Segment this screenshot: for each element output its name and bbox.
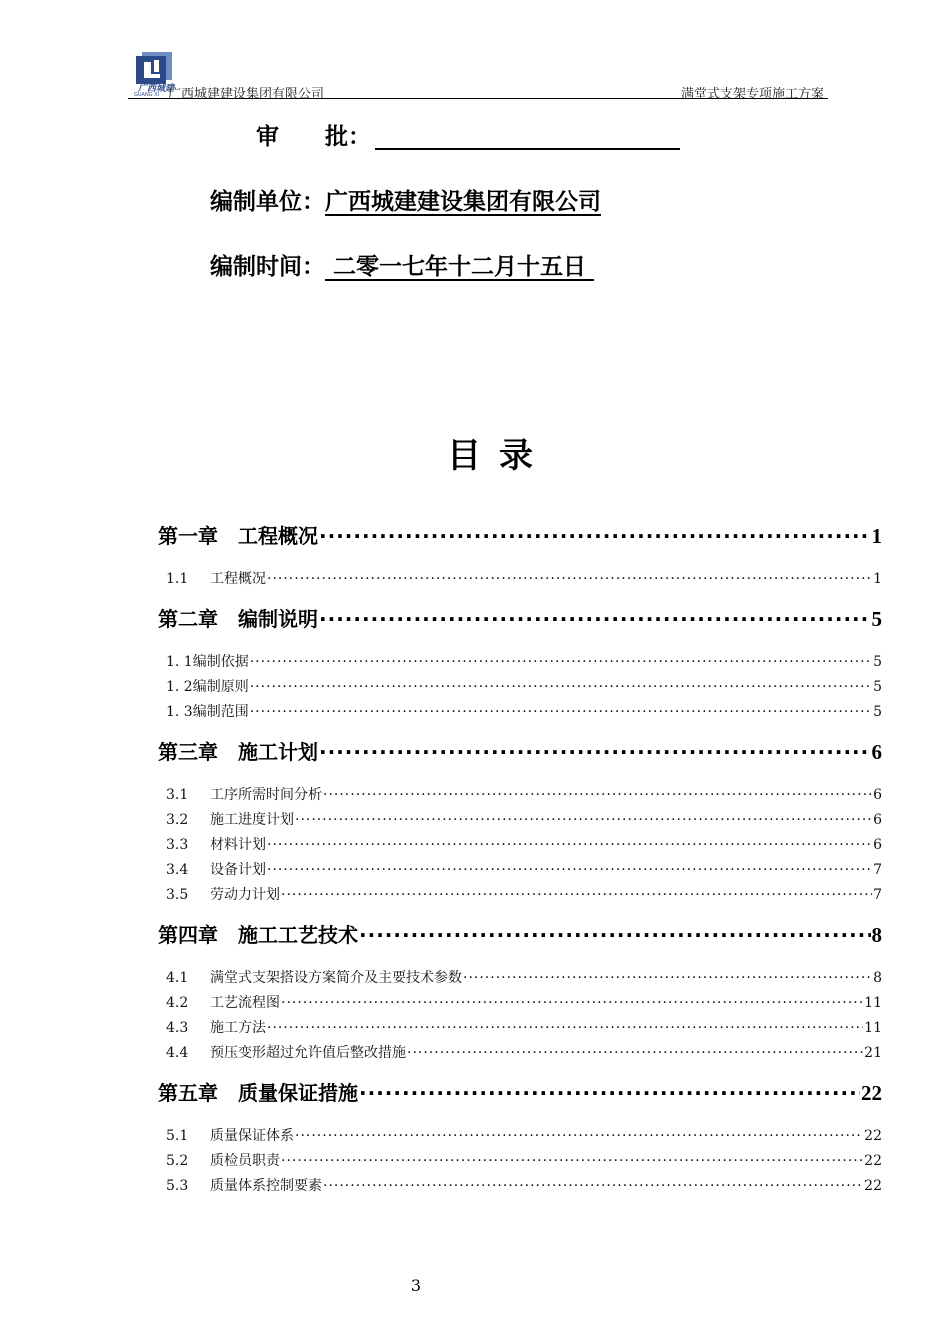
toc-leader [319,524,871,548]
toc-section-number: 3.1 [166,787,189,803]
toc-section-title: 材料计划 [210,837,266,853]
toc-section-page: 7 [873,862,882,878]
toc-leader [267,1020,863,1036]
toc-leader [319,607,871,631]
toc-section-title: 设备计划 [210,862,266,878]
toc-section-title: 预压变形超过允许值后整改措施 [210,1045,406,1061]
toc-section[interactable] [158,1017,882,1042]
toc-leader [267,837,872,853]
logo-subtext: GUANG XI [134,92,160,98]
toc-chapter[interactable] [158,919,882,959]
toc-section-page: 5 [873,679,882,695]
toc-section-title: 劳动力计划 [210,887,280,903]
toc-section-page: 1 [873,571,882,587]
date-value: 二零一七年十二月十五日 [325,254,595,280]
toc-section-title: 质量体系控制要素 [210,1178,322,1194]
toc-section[interactable] [158,809,882,834]
approve-row [256,118,680,151]
toc-chapter-page: 22 [861,1081,882,1105]
toc-leader [281,1153,863,1169]
toc-section-title: 工艺流程图 [210,995,280,1011]
toc-chapter-label: 第五章 质量保证措施 [158,1081,358,1105]
toc-leader [319,740,871,764]
toc-chapter[interactable] [158,736,882,776]
toc-section-title: 质量保证体系 [210,1128,294,1144]
toc-leader [267,571,872,587]
page-header [128,50,828,100]
toc-section-page: 6 [873,837,882,853]
toc-section-title: 质检员职责 [210,1153,280,1169]
date-row [210,248,594,281]
toc-section-title: 编制依据 [192,654,249,670]
toc-section-number: 4.1 [166,970,189,986]
toc-section-number: 5.1 [166,1128,189,1144]
toc-section-title: 满堂式支架搭设方案简介及主要技术参数 [210,970,462,986]
toc-section-title: 施工方法 [210,1020,266,1036]
toc-section-number: 1.1 [166,571,189,587]
toc-title: 目录 [447,436,551,476]
toc-section-number: 1. 2 [166,679,193,695]
header-company: 广西城建建设集团有限公司 [168,87,325,102]
toc-chapter-page: 8 [871,923,882,947]
toc-leader [359,1081,860,1105]
toc-section-number: 4.2 [166,995,189,1011]
toc-leader [250,679,872,695]
toc-leader [463,970,872,986]
toc-section[interactable] [158,676,882,701]
toc-leader [250,654,872,670]
toc-section-number: 3.4 [166,862,189,878]
toc-section-number: 5.3 [166,1178,189,1194]
logo-text: 广西城建 [138,84,175,94]
toc-leader [295,812,872,828]
toc-section[interactable] [158,568,882,593]
toc-leader [323,1178,863,1194]
header-rule [128,98,828,99]
table-of-contents [158,516,882,1200]
unit-value: 广西城建建设集团有限公司 [325,189,601,215]
toc-chapter-label: 第一章 工程概况 [158,524,318,548]
toc-chapter-label: 第三章 施工计划 [158,740,318,764]
toc-section-page: 6 [873,812,882,828]
approve-label: 审 批： [256,124,371,150]
toc-section-page: 21 [864,1045,882,1061]
toc-section-page: 5 [873,654,882,670]
toc-leader [407,1045,863,1061]
toc-section[interactable] [158,1175,882,1200]
toc-section-number: 3.3 [166,837,189,853]
toc-leader [281,995,863,1011]
toc-section-number: 5.2 [166,1153,189,1169]
unit-label: 编制单位： [210,189,325,215]
toc-leader [250,704,872,720]
toc-section-number: 1. 3 [166,704,193,720]
toc-section[interactable] [158,859,882,884]
toc-chapter[interactable] [158,520,882,560]
toc-chapter-page: 6 [871,740,882,764]
toc-leader [281,887,872,903]
toc-section-page: 11 [864,995,882,1011]
toc-chapter-page: 5 [871,607,882,631]
date-label: 编制时间： [210,254,325,280]
toc-leader [267,862,872,878]
toc-section-page: 6 [873,787,882,803]
header-doc-title: 满堂式支架专项施工方案 [680,87,824,102]
toc-section[interactable] [158,701,882,726]
toc-section-page: 7 [873,887,882,903]
toc-section-page: 5 [873,704,882,720]
approve-signature-line [375,126,680,150]
toc-section[interactable] [158,884,882,909]
toc-leader [359,923,871,947]
toc-chapter-label: 第四章 施工工艺技术 [158,923,358,947]
toc-section-page: 22 [864,1153,882,1169]
toc-section-title: 工程概况 [210,571,266,587]
toc-chapter[interactable] [158,603,882,643]
toc-leader [323,787,872,803]
toc-section[interactable] [158,1125,882,1150]
toc-section-title: 工序所需时间分析 [210,787,322,803]
toc-section-title: 编制范围 [192,704,249,720]
toc-section-title: 施工进度计划 [210,812,294,828]
toc-chapter-label: 第二章 编制说明 [158,607,318,631]
toc-section-number: 3.5 [166,887,189,903]
toc-section[interactable] [158,834,882,859]
toc-section-number: 3.2 [166,812,189,828]
toc-chapter[interactable] [158,1077,882,1117]
toc-section-number: 4.4 [166,1045,189,1061]
toc-section-page: 22 [864,1178,882,1194]
unit-row [210,183,601,216]
toc-section-page: 8 [873,970,882,986]
page-number: 3 [410,1276,422,1295]
toc-section[interactable] [158,784,882,809]
toc-section[interactable] [158,1042,882,1067]
toc-section-title: 编制原则 [192,679,249,695]
toc-section-number: 1. 1 [166,654,193,670]
toc-section-page: 11 [864,1020,882,1036]
toc-section-page: 22 [864,1128,882,1144]
toc-section[interactable] [158,967,882,992]
toc-chapter-page: 1 [871,524,882,548]
toc-section[interactable] [158,651,882,676]
toc-section[interactable] [158,1150,882,1175]
toc-section-number: 4.3 [166,1020,189,1036]
toc-section[interactable] [158,992,882,1017]
toc-leader [295,1128,863,1144]
